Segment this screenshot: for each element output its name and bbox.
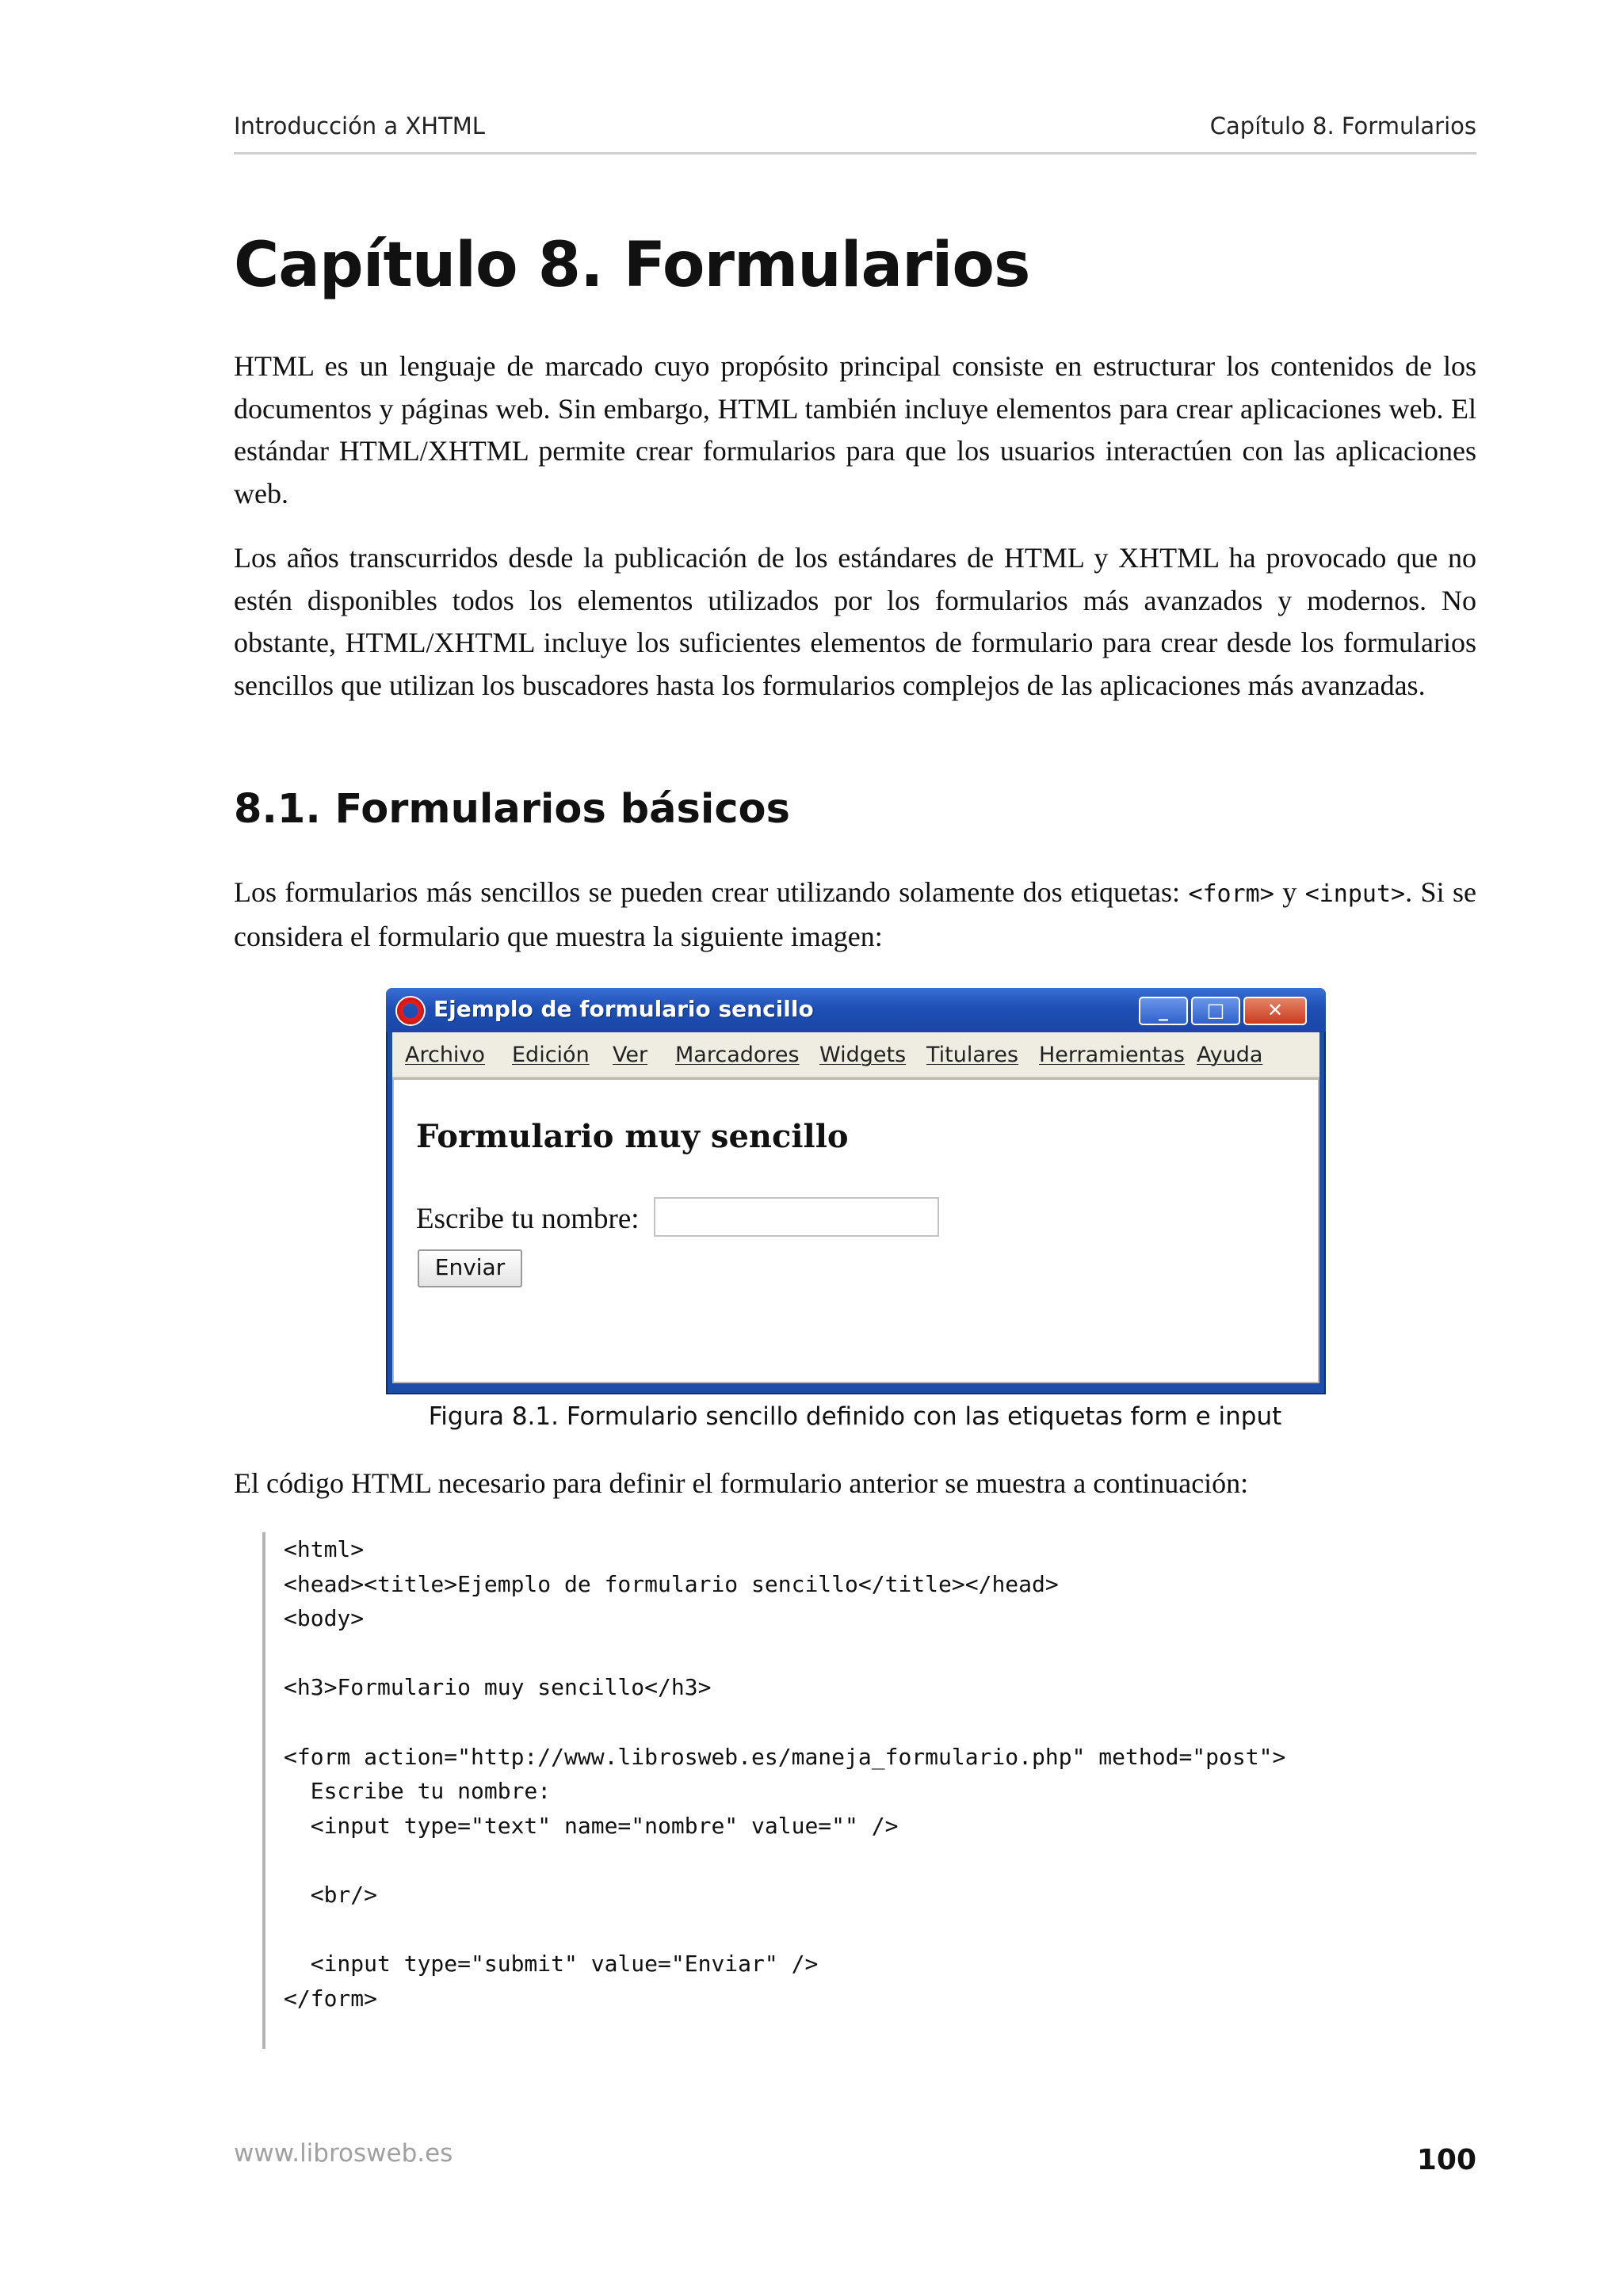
figure-caption: Figura 8.1. Formulario sencillo definido con las etiquetas form e input — [428, 1402, 1282, 1431]
menu-edicion[interactable]: Edición — [512, 1043, 590, 1067]
section-title: 8.1. Formularios básicos — [234, 786, 790, 833]
chapter-title: Capítulo 8. Formularios — [234, 230, 1030, 301]
menu-widgets[interactable]: Widgets — [819, 1043, 907, 1067]
footer-url: www.librosweb.es — [234, 2139, 453, 2168]
close-button[interactable]: ✕ — [1243, 997, 1307, 1025]
code-line: <head><title>Ejemplo de formulario sencillo</title></head> — [284, 1570, 1059, 1597]
menu-ayuda[interactable]: Ayuda — [1197, 1043, 1263, 1067]
code-line — [284, 1636, 1372, 1671]
intro-text-2: y — [1274, 876, 1305, 908]
code-line: <br/> — [284, 1881, 378, 1908]
code-line: <input type="submit" value="Enviar" /> — [284, 1951, 819, 1978]
paragraph-intro: HTML es un lenguaje de marcado cuyo propósito principal consiste en estructurar los contenidos de los documentos y páginas web. Sin embargo, HTML también incluye elementos para crear aplicaciones web. El estándar HTML/XHTML permite crear formularios para que los usuarios interactúen con las aplicaciones web. — [234, 350, 1476, 509]
code-line — [284, 1843, 1372, 1878]
menu-titulares[interactable]: Titulares — [926, 1043, 1019, 1067]
form-heading: Formulario muy sencillo — [416, 1118, 849, 1155]
code-line — [284, 1913, 1372, 1947]
code-line: </form> — [284, 1985, 378, 2012]
code-line: <form action="http://www.librosweb.es/maneja_formulario.php" method="post"> — [284, 1743, 1286, 1770]
menu-bar — [392, 1032, 1319, 1078]
intro-text-1: Los formularios más sencillos se pueden crear utilizando solamente dos etiquetas: — [234, 876, 1189, 908]
page-number: 100 — [1416, 2144, 1476, 2176]
window-title: Ejemplo de formulario sencillo — [433, 996, 814, 1022]
code-line: <body> — [284, 1605, 365, 1632]
paragraph-code-intro: El código HTML necesario para definir el formulario anterior se muestra a continuación: — [234, 1467, 1249, 1499]
header-book-title: Introducción a XHTML — [234, 113, 485, 139]
minimize-button[interactable]: _ — [1139, 997, 1188, 1025]
intro-text-3: . Si se considera el formulario que muestra la siguiente imagen: — [234, 876, 1477, 952]
submit-button[interactable]: Enviar — [418, 1249, 522, 1287]
paragraph-history: Los años transcurridos desde la publicación de los estándares de HTML y XHTML ha provocado que no estén disponibles todos los elementos utilizados por los formularios más avanzados y modernos. No obstante, HTML/XHTML incluye los suficientes elementos de formulario para crear desde los formularios sencillos que utilizan los buscadores hasta los formularios complejos de las aplicaciones más avanzadas. — [234, 542, 1476, 701]
code-line: <h3>Formulario muy sencillo</h3> — [284, 1674, 712, 1701]
window-titlebar — [386, 988, 1326, 1032]
name-input[interactable] — [654, 1197, 939, 1237]
running-header — [234, 108, 1476, 154]
code-line — [284, 1705, 1372, 1740]
inline-code-form: <form> — [1188, 880, 1274, 908]
code-line: <input type="text" name="nombre" value="" /> — [284, 1812, 899, 1839]
menu-ver[interactable]: Ver — [613, 1043, 648, 1067]
code-block — [262, 1532, 1372, 2049]
paragraph-tags — [234, 871, 1476, 958]
header-chapter-title: Capítulo 8. Formularios — [1209, 113, 1476, 139]
code-line: Escribe tu nombre: — [284, 1778, 552, 1805]
opera-icon — [397, 997, 424, 1024]
inline-code-input: <input> — [1304, 880, 1406, 908]
code-line: <html> — [284, 1536, 365, 1562]
menu-marcadores[interactable]: Marcadores — [675, 1043, 800, 1067]
menu-archivo[interactable]: Archivo — [405, 1043, 485, 1067]
browser-viewport — [392, 1078, 1319, 1383]
figure-browser-window — [386, 988, 1326, 1394]
name-label: Escribe tu nombre: — [416, 1203, 640, 1235]
menu-herramientas[interactable]: Herramientas — [1039, 1043, 1185, 1067]
maximize-button[interactable]: □ — [1191, 997, 1240, 1025]
